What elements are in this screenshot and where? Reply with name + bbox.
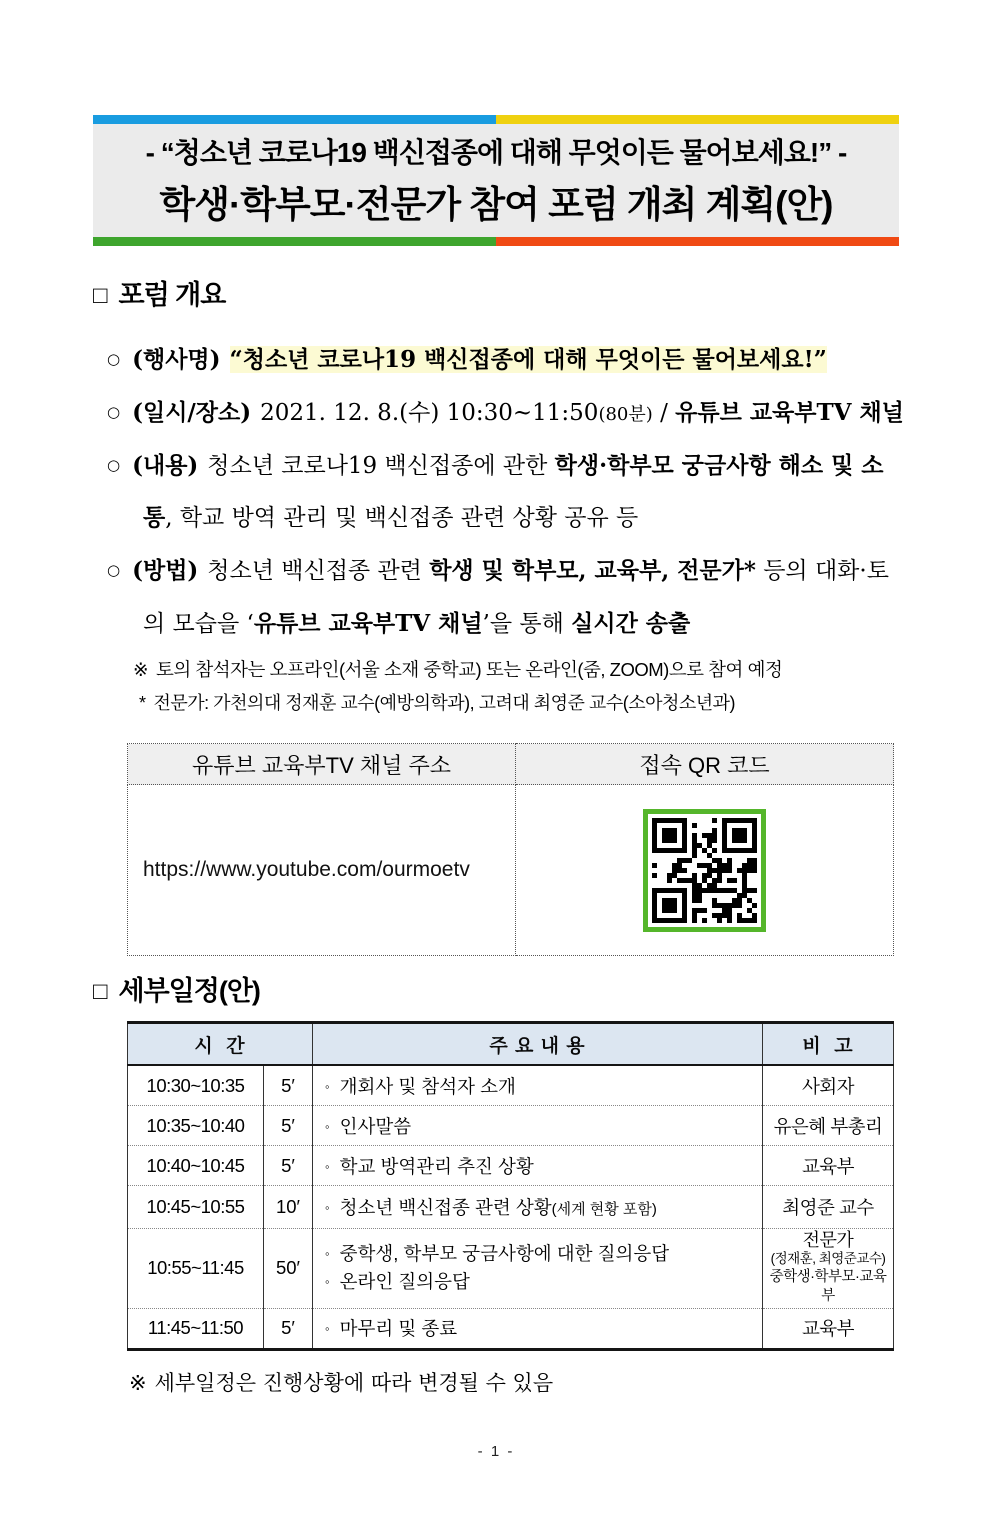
overview-note-experts (139, 687, 904, 719)
overview-note-experts-text: 전문가: 가천의대 정재훈 교수(예방의학과), 고려대 최영준 교수(소아청소년과) (153, 692, 736, 713)
sub-bullet-icon: ◦ (325, 1200, 330, 1216)
channel-table-body-row (128, 785, 894, 956)
schedule-row-1 (128, 1065, 894, 1106)
overview-item-content (107, 440, 904, 546)
banner-bottom-bar-green (93, 237, 496, 246)
content-text-1: 청소년 코로나19 백신접종에 관한 (207, 452, 555, 479)
schedule-content (313, 1146, 763, 1186)
event-label: (행사명) (132, 346, 221, 373)
channel-table-header-row (128, 744, 894, 785)
method-text-3: ’을 통해 (482, 610, 572, 637)
schedule-content-text: 중학생, 학부모 궁금사항에 대한 질의응답 (339, 1242, 670, 1264)
qr-code (643, 809, 766, 932)
circle-bullet-icon: ○ (107, 402, 121, 421)
schedule-duration: 5′ (264, 1146, 313, 1186)
schedule-note: 교육부 (763, 1146, 894, 1186)
schedule-note: 최영준 교수 (763, 1186, 894, 1229)
circle-bullet-icon: ○ (107, 350, 121, 368)
reference-mark-icon: ※ (129, 1370, 147, 1395)
schedule-duration: 5′ (264, 1308, 313, 1349)
schedule-row-3 (128, 1146, 894, 1186)
schedule-header-content: 주 요 내 용 (313, 1023, 763, 1066)
method-bold-2: 유튜브 교육부TV 채널 (253, 609, 483, 637)
asterisk-mark-icon: * (139, 692, 146, 713)
square-bullet-icon: □ (93, 978, 107, 1006)
sub-bullet-icon: ◦ (325, 1245, 330, 1261)
schedule-duration: 50′ (264, 1229, 313, 1309)
banner-top-bar (93, 115, 899, 124)
schedule-content (313, 1065, 763, 1106)
title-banner (93, 115, 899, 246)
section-heading-overview (93, 273, 992, 312)
method-bold-1: 학생 및 학부모, 교육부, 전문가* (429, 557, 756, 584)
section-heading-schedule-label: 세부일정(안) (118, 976, 260, 1007)
schedule-content-line-2 (325, 1268, 758, 1297)
schedule-content (313, 1229, 763, 1309)
square-bullet-icon: □ (93, 282, 107, 309)
banner-bottom-bar (93, 237, 899, 246)
schedule-time: 11:45~11:50 (128, 1308, 264, 1349)
schedule-content-text: 개회사 및 참석자 소개 (339, 1075, 516, 1097)
sub-bullet-icon: ◦ (325, 1274, 330, 1290)
banner-bottom-bar-red (496, 237, 899, 246)
sub-bullet-icon: ◦ (325, 1158, 330, 1174)
schedule-time: 10:30~10:35 (128, 1065, 264, 1106)
when-label: (일시/장소) (132, 398, 252, 426)
schedule-time: 10:40~10:45 (128, 1146, 264, 1186)
schedule-time: 10:55~11:45 (128, 1229, 264, 1309)
schedule-content-small-text: (세계 현황 포함) (551, 1201, 657, 1219)
schedule-note: 사회자 (763, 1065, 894, 1106)
schedule-content (313, 1186, 763, 1229)
schedule-note-line-3: 중학생·학부모·교육부 (769, 1268, 887, 1305)
schedule-note-line-1: 전문가 (802, 1230, 854, 1251)
schedule-header-time: 시 간 (128, 1023, 313, 1066)
schedule-note-line-2: (정재훈, 최영준교수) (770, 1250, 886, 1266)
schedule-content-text: 인사말씀 (339, 1115, 412, 1137)
document-title: 학생·학부모·전문가 참여 포럼 개최 계획(안) (159, 184, 833, 225)
document-page (0, 115, 992, 1518)
schedule-duration: 10′ (264, 1186, 313, 1229)
sub-bullet-icon: ◦ (325, 1118, 330, 1134)
overview-item-event (107, 334, 904, 387)
circle-bullet-icon: ○ (107, 561, 121, 579)
schedule-header-row (128, 1023, 894, 1066)
method-label: (방법) (132, 557, 199, 584)
schedule-note: 유은혜 부총리 (763, 1106, 894, 1146)
when-place: 유튜브 교육부TV 채널 (675, 398, 904, 426)
content-text-2: , 학교 방역 관리 및 백신접종 관련 상황 공유 등 (165, 505, 639, 532)
schedule-content-text: 학교 방역관리 추진 상황 (339, 1155, 534, 1177)
schedule-row-2 (128, 1106, 894, 1146)
schedule-header-note: 비 고 (763, 1023, 894, 1066)
channel-url-header: 유튜브 교육부TV 채널 주소 (128, 744, 516, 785)
schedule-time: 10:45~10:55 (128, 1186, 264, 1229)
overview-note-participants-text: 토의 참석자는 오프라인(서울 소재 중학교) 또는 온라인(줌, ZOOM)으로 참여 예정 (156, 658, 783, 680)
overview-note-participants (133, 653, 904, 687)
overview-list (107, 334, 904, 651)
reference-mark-icon: ※ (133, 658, 149, 680)
section-heading-overview-label: 포럼 개요 (118, 280, 226, 310)
schedule-note: 교육부 (763, 1308, 894, 1349)
banner-top-bar-blue (93, 115, 496, 124)
qr-code-header: 접속 QR 코드 (516, 744, 894, 785)
schedule-footnote-text: 세부일정은 진행상황에 따라 변경될 수 있음 (154, 1370, 554, 1395)
content-label: (내용) (132, 451, 199, 479)
youtube-channel-url: https://www.youtube.com/ourmoetv (128, 785, 516, 956)
when-duration: (80분) (598, 403, 653, 425)
method-text-2: 등의 대화·토의 모습을 ‘ (143, 558, 889, 637)
qr-code-cell (516, 785, 894, 956)
title-banner-body (93, 124, 899, 237)
schedule-time: 10:35~10:40 (128, 1106, 264, 1146)
schedule-duration: 5′ (264, 1065, 313, 1106)
when-datetime: 2021. 12. 8.(수) 10:30~11:50 (260, 399, 599, 426)
overview-item-when (107, 387, 904, 440)
when-separator: / (652, 399, 676, 426)
schedule-content-text: 청소년 백신접종 관련 상황 (339, 1197, 552, 1219)
sub-bullet-icon: ◦ (325, 1321, 330, 1337)
section-heading-schedule (93, 969, 992, 1008)
schedule-row-5 (128, 1229, 894, 1309)
method-bold-3: 실시간 송출 (571, 609, 691, 637)
schedule-table (127, 1021, 894, 1351)
overview-item-method (107, 545, 904, 651)
content-bold-1: 학생·학부모 궁금사항 해소 및 소통 (143, 451, 884, 532)
schedule-note (763, 1229, 894, 1309)
schedule-content-text: 마무리 및 종료 (339, 1318, 458, 1340)
schedule-row-6 (128, 1308, 894, 1349)
schedule-content (313, 1106, 763, 1146)
schedule-content-line-1 (325, 1240, 758, 1269)
schedule-row-4 (128, 1186, 894, 1229)
method-text-1: 청소년 백신접종 관련 (207, 558, 430, 584)
event-name-highlighted: “청소년 코로나19 백신접종에 대해 무엇이든 물어보세요!” (229, 346, 827, 373)
circle-bullet-icon: ○ (107, 455, 121, 474)
page-number: - 1 - (477, 1442, 515, 1460)
schedule-content-text: 온라인 질의응답 (339, 1271, 470, 1293)
document-subtitle: - “청소년 코로나19 백신접종에 대해 무엇이든 물어보세요!” - (145, 137, 847, 168)
banner-top-bar-yellow (496, 115, 899, 124)
sub-bullet-icon: ◦ (325, 1078, 330, 1094)
channel-table (127, 743, 894, 956)
schedule-content (313, 1308, 763, 1349)
schedule-footnote (129, 1367, 992, 1397)
schedule-duration: 5′ (264, 1106, 313, 1146)
